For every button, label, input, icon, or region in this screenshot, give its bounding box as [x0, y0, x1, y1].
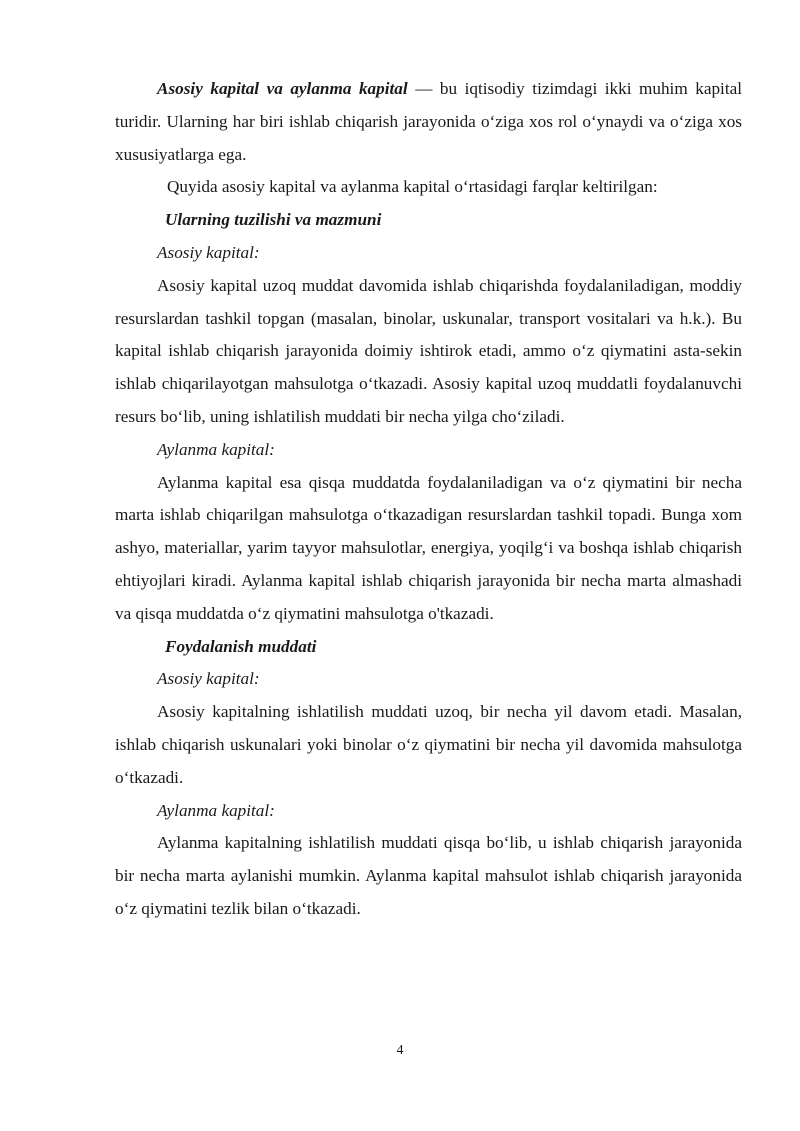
section1-fixed-label: Asosiy kapital: — [157, 242, 260, 262]
section1-working-text: Aylanma kapital esa qisqa muddatda foydalaniladigan va o‘z qiymatini bir necha marta ishlab chiqarilgan mahsulotga o‘tkazadigan resurslardan tashkil topadi. Bunga xom ashyo, materiallar, yarim tayyor mahsulotlar, energiya, yoqilg‘i va boshqa ishlab chiqarish ehtiyojlari kiradi. Aylanma kapital ishlab chiqarish jarayonida bir necha marta almashadi va qisqa muddatda o‘z qiymatini mahsulotga o'tkazadi. — [115, 472, 742, 623]
section1-fixed-text: Asosiy kapital uzoq muddat davomida ishlab chiqarishda foydalaniladigan, moddiy resurslardan tashkil topgan (masalan, binolar, uskunalar, transport vositalari va h.k.). Bu kapital ishlab chiqarish jarayonida doimiy ishtirok etadi, ammo o‘z qiymatini asta-sekin ishlab chiqarilayotgan mahsulotga o‘tkazadi. Asosiy kapital uzoq muddatli foydalanuvchi resurs bo‘lib, uning ishlatilish muddati bir necha yilga cho‘ziladi. — [115, 275, 742, 426]
section2-working-text: Aylanma kapitalning ishlatilish muddati qisqa bo‘lib, u ishlab chiqarish jarayonida bir necha marta aylanishi mumkin. Aylanma kapital mahsulot ishlab chiqarish jarayonida o‘z qiymatini tezlik bilan o‘tkazadi. — [115, 833, 742, 918]
lead-paragraph: Quyida asosiy kapital va aylanma kapital o‘rtasidagi farqlar keltirilgan: — [167, 177, 658, 197]
section2-fixed-text: Asosiy kapitalning ishlatilish muddati uzoq, bir necha yil davom etadi. Masalan, ishlab chiqarish uskunalari yoki binolar o‘z qiymatini bir necha yil davomida mahsulotga o‘tkazadi. — [115, 702, 742, 787]
section1-heading: Ularning tuzilishi va mazmuni — [165, 210, 382, 230]
intro-paragraph — [115, 73, 742, 171]
page-number: 4 — [396, 1043, 404, 1058]
section2-working-label: Aylanma kapital: — [157, 800, 275, 820]
intro-rest: — bu iqtisodiy tizimdagi ikki muhim kapital turidir. Ularning har biri ishlab chiqarish jarayonida o‘ziga xos rol o‘ynaydi va o‘ziga xos xususiyatlarga ega. — [115, 79, 742, 164]
section2-heading: Foydalanish muddati — [165, 636, 317, 656]
section2-fixed-label: Asosiy kapital: — [157, 669, 260, 689]
intro-term: Asosiy kapital va aylanma kapital — [157, 79, 408, 98]
document-page — [115, 73, 742, 926]
section1-working-label: Aylanma kapital: — [157, 439, 275, 459]
